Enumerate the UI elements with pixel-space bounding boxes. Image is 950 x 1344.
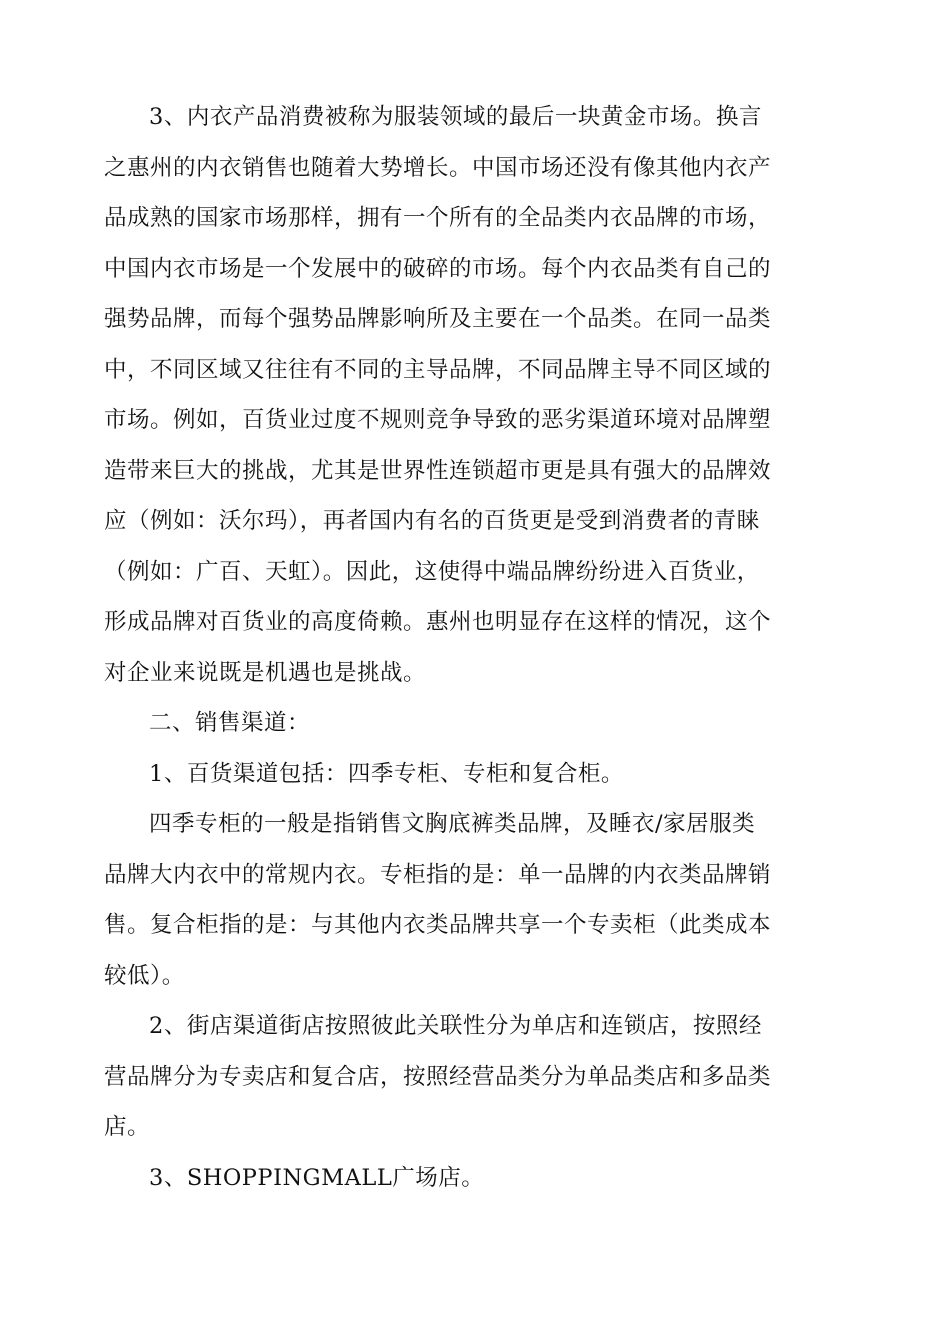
section-heading-sales-channels (104, 698, 846, 749)
text-line: 应（例如：沃尔玛），再者国内有名的百货更是受到消费者的青睐 (104, 508, 760, 534)
text-line: 1、百货渠道包括：四季专柜、专柜和复合柜。 (149, 760, 624, 787)
paragraph-street-store-channel (104, 1001, 846, 1153)
text-line: 强势品牌，而每个强势品牌影响所及主要在一个品类。在同一品类 (104, 306, 772, 332)
paragraph-shopping-mall (104, 1153, 846, 1204)
text-line: 二、销售渠道： (149, 710, 311, 736)
text-line: 市场。例如，百货业过度不规则竞争导致的恶劣渠道环境对品牌塑 (104, 407, 772, 433)
text-line: 之惠州的内衣销售也随着大势增长。中国市场还没有像其他内衣产 (104, 154, 772, 181)
text-line: 店。 (104, 1114, 151, 1140)
text-line: 3、内衣产品消费被称为服装领域的最后一块黄金市场。换言 (149, 104, 762, 130)
text-line: 较低）。 (104, 962, 185, 989)
text-line: 中，不同区域又往往有不同的主导品牌，不同品牌主导不同区域的 (104, 356, 772, 383)
text-line: 造带来巨大的挑战，尤其是世界性连锁超市更是具有强大的品牌效 (104, 457, 772, 484)
paragraph-counter-definitions (104, 799, 846, 1001)
paragraph-department-store-channel (104, 749, 846, 800)
text-line: 品牌大内衣中的常规内衣。专柜指的是：单一品牌的内衣类品牌销 (104, 861, 772, 888)
document-page (104, 92, 846, 1203)
text-line: 对企业来说既是机遇也是挑战。 (104, 659, 427, 686)
text-line: 2、街店渠道街店按照彼此关联性分为单店和连锁店，按照经 (149, 1013, 762, 1039)
text-line: 品成熟的国家市场那样，拥有一个所有的全品类内衣品牌的市场， (104, 205, 772, 231)
text-line: （例如：广百、天虹）。因此，这使得中端品牌纷纷进入百货业， (104, 558, 760, 585)
text-line: 3、SHOPPINGMALL广场店。 (149, 1164, 485, 1191)
text-line: 中国内衣市场是一个发展中的破碎的市场。每个内衣品类有自己的 (104, 255, 772, 282)
text-line: 售。复合柜指的是：与其他内衣类品牌共享一个专卖柜（此类成本 (104, 912, 772, 938)
text-line: 四季专柜的一般是指销售文胸底裤类品牌，及睡衣/家居服类 (149, 811, 756, 837)
paragraph-market-overview (104, 92, 846, 698)
text-line: 形成品牌对百货业的高度倚赖。惠州也明显存在这样的情况，这个 (104, 609, 772, 635)
text-line: 营品牌分为专卖店和复合店，按照经营品类分为单品类店和多品类 (104, 1063, 772, 1090)
